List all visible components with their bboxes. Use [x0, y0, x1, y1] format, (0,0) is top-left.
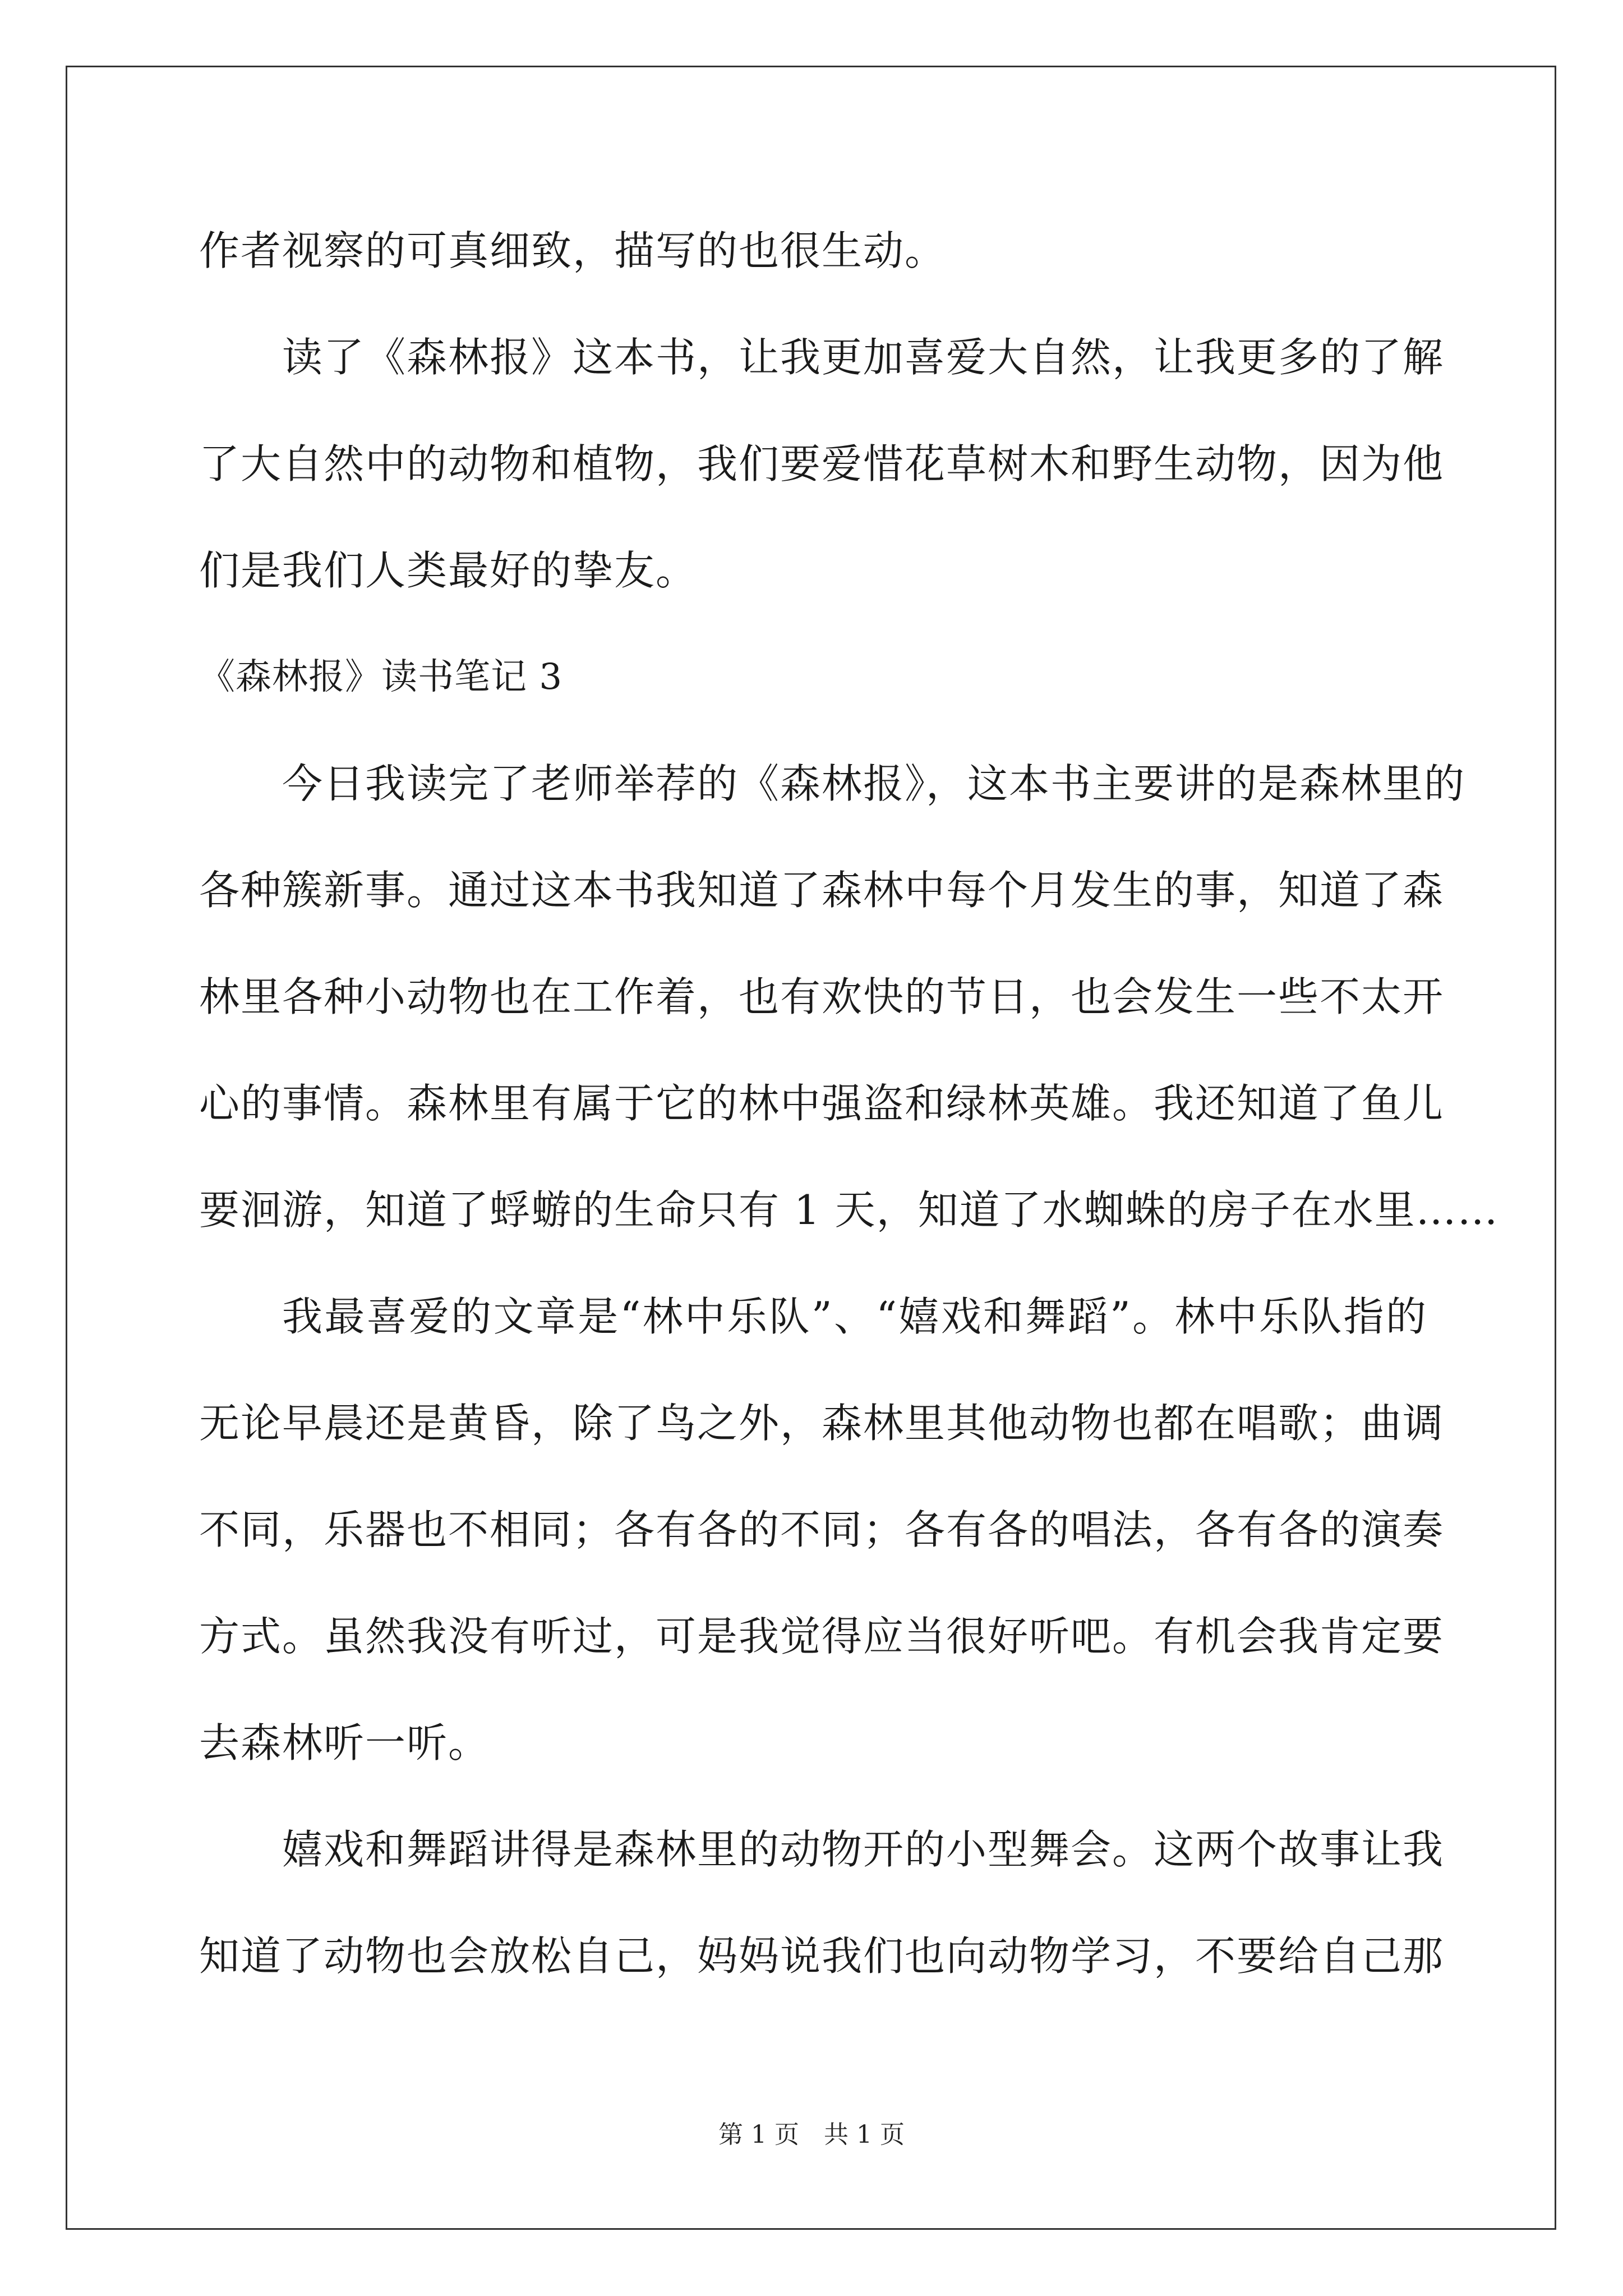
text-line: 各种簇新事。通过这本书我知道了森林中每个月发生的事，知道了森: [199, 867, 1445, 914]
text-line: 林里各种小动物也在工作着，也有欢快的节日，也会发生一些不太开: [199, 973, 1445, 1020]
paragraph-first-line: 我最喜爱的文章是“林中乐队”、“嬉戏和舞蹈”。林中乐队指的: [282, 1293, 1427, 1340]
paragraph-first-line: 今日我读完了老师举荐的《森林报》，这本书主要讲的是森林里的: [282, 760, 1466, 807]
text-line: 不同，乐器也不相同；各有各的不同；各有各的唱法，各有各的演奏: [199, 1506, 1445, 1553]
text-line: 们是我们人类最好的挚友。: [199, 547, 698, 594]
text-line: 要洄游，知道了蜉蝣的生命只有 1 天，知道了水蜘蛛的房子在水里……: [199, 1186, 1499, 1234]
text-line: 作者视察的可真细致，描写的也很生动。: [199, 227, 947, 274]
text-line: 了大自然中的动物和植物，我们要爱惜花草树木和野生动物，因为他: [199, 440, 1445, 487]
paragraph-first-line: 读了《森林报》这本书，让我更加喜爱大自然，让我更多的了解: [282, 334, 1445, 381]
text-line: 去森林听一听。: [199, 1719, 490, 1766]
text-line: 心的事情。森林里有属于它的林中强盗和绿林英雄。我还知道了鱼儿: [199, 1080, 1445, 1127]
text-line: 无论早晨还是黄昏，除了鸟之外，森林里其他动物也都在唱歌；曲调: [199, 1400, 1445, 1447]
document-body: [199, 197, 1499, 2009]
paragraph-first-line: 嬉戏和舞蹈讲得是森林里的动物开的小型舞会。这两个故事让我: [282, 1826, 1445, 1873]
section-heading: 《森林报》读书笔记 3: [199, 656, 563, 698]
text-line: 知道了动物也会放松自己，妈妈说我们也向动物学习，不要给自己那: [199, 1932, 1445, 1980]
text-line: 方式。虽然我没有听过，可是我觉得应当很好听吧。有机会我肯定要: [199, 1613, 1445, 1660]
page-number-footer: 第 1 页 共 1 页: [718, 2120, 905, 2149]
